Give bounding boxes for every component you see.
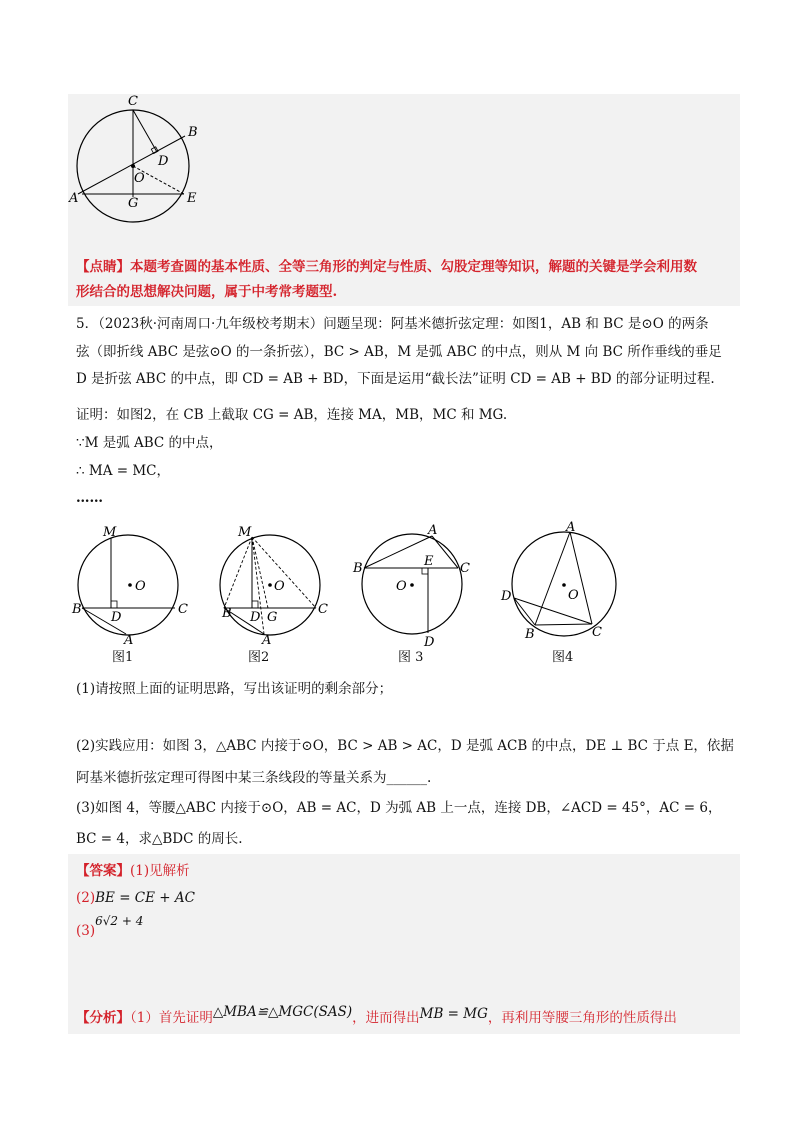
f4-label-d: D bbox=[501, 589, 512, 604]
answer-3-expr: 6√2 + 4 bbox=[95, 914, 144, 928]
answer-3-label: (3) bbox=[76, 923, 96, 939]
answer-1: (1)见解析 bbox=[130, 863, 190, 879]
problem-line5: ∵M 是弧 ABC 的中点， bbox=[76, 435, 223, 451]
question-2b: 阿基米德折弦定理可得图中某三条线段的等量关系为______. bbox=[76, 770, 432, 786]
f3-label-d: D bbox=[424, 635, 435, 650]
f1-label-o: O bbox=[135, 579, 146, 594]
label-g: G bbox=[128, 196, 139, 211]
f2-label-m: M bbox=[238, 525, 252, 540]
analysis-line bbox=[76, 1004, 677, 1028]
f3-label-o: O bbox=[396, 579, 407, 594]
caption-figure-4: 图4 bbox=[552, 650, 574, 665]
answer-2-label: (2) bbox=[76, 890, 96, 906]
analysis-expr-2: MB = MG bbox=[419, 1006, 488, 1022]
f1-label-a: A bbox=[124, 633, 134, 648]
f3-label-b: B bbox=[353, 561, 363, 576]
f1-label-d: D bbox=[111, 610, 122, 625]
question-3b: BC = 4，求△BDC 的周长. bbox=[76, 831, 243, 847]
f1-label-m: M bbox=[103, 525, 117, 540]
label-a: A bbox=[69, 191, 79, 206]
f2-label-g: G bbox=[267, 610, 278, 625]
f4-label-o: O bbox=[568, 588, 579, 603]
f2-label-d: D bbox=[250, 610, 261, 625]
question-1: (1)请按照上面的证明思路，写出该证明的剩余部分； bbox=[76, 681, 393, 697]
f3-label-e: E bbox=[424, 554, 434, 569]
problem-line3: D 是折弦 ABC 的中点，即 CD = AB + BD，下面是运用“截长法”证明 CD = AB + BD 的部分证明过程. bbox=[76, 371, 715, 387]
f1-label-c: C bbox=[178, 602, 188, 617]
analysis-text-2: ，进而得出 bbox=[352, 1010, 420, 1026]
answer-label: 【答案】 bbox=[76, 863, 130, 879]
figure-1 bbox=[68, 520, 198, 648]
f3-label-c: C bbox=[460, 561, 470, 576]
f3-label-a: A bbox=[428, 523, 438, 538]
label-d: D bbox=[158, 154, 169, 169]
figure-2 bbox=[222, 520, 354, 648]
problem-ellipsis: …… bbox=[76, 490, 103, 506]
analysis-text-1: （1）首先证明 bbox=[130, 1010, 213, 1026]
problem-line2: 弦（即折线 ABC 是弦⊙O 的一条折弦），BC > AB，M 是弧 ABC 的中点，则从 M 向 BC 所作垂线的垂足 bbox=[76, 344, 722, 360]
caption-figure-2: 图2 bbox=[248, 650, 270, 665]
analysis-label: 【分析】 bbox=[76, 1010, 130, 1026]
answer-block bbox=[68, 854, 740, 1034]
dianjing-line2: 形结合的思想解决问题，属于中考常考题型. bbox=[76, 284, 338, 300]
problem-line4: 证明：如图2，在 CB 上截取 CG = AB，连接 MA，MB，MC 和 MG. bbox=[76, 407, 508, 423]
f4-label-a: A bbox=[566, 520, 576, 535]
caption-figure-3: 图 3 bbox=[398, 650, 424, 665]
answer-2-expr: BE = CE + AC bbox=[95, 890, 195, 906]
f2-label-o: O bbox=[274, 579, 285, 594]
answer-line2 bbox=[76, 888, 195, 908]
label-c: C bbox=[128, 94, 138, 109]
question-3a: (3)如图 4，等腰△ABC 内接于⊙O，AB = AC，D 为弧 AB 上一点，连接 DB，∠ACD = 45°，AC = 6， bbox=[76, 800, 722, 816]
seg-cd bbox=[133, 110, 157, 152]
analysis-expr-1: △MBA≌△MGC(SAS) bbox=[212, 1004, 353, 1020]
f4-label-b: B bbox=[525, 627, 535, 642]
problem-line6: ∴ MA = MC， bbox=[76, 463, 170, 479]
figure-3 bbox=[350, 522, 480, 650]
figure-4 bbox=[498, 522, 628, 647]
question-2a: (2)实践应用：如图 3，△ABC 内接于⊙O，BC > AB > AC，D 是弧 ACB 的中点，DE ⊥ BC 于点 E，依据 bbox=[76, 738, 734, 754]
f1-label-b: B bbox=[72, 602, 82, 617]
label-e: E bbox=[187, 191, 197, 206]
dianjing-line1: 【点睛】本题考查圆的基本性质、全等三角形的判定与性质、勾股定理等知识，解题的关键是学会利用数 bbox=[76, 259, 697, 275]
answer-line3 bbox=[76, 914, 144, 941]
answer-line1 bbox=[76, 861, 190, 881]
problem-line1: 5．（2023秋·河南周口·九年级校考期末）问题呈现：阿基米德折弦定理：如图1，AB 和 BC 是⊙O 的两条 bbox=[76, 316, 709, 332]
f4-label-c: C bbox=[592, 625, 602, 640]
f2-label-b: B bbox=[222, 606, 232, 621]
label-o: O bbox=[134, 171, 145, 186]
f2-label-a: A bbox=[262, 633, 272, 648]
center-dot bbox=[131, 164, 135, 168]
top-circle-figure bbox=[68, 92, 218, 224]
analysis-text-3: ，再利用等腰三角形的性质得出 bbox=[487, 1010, 677, 1026]
caption-figure-1: 图1 bbox=[112, 650, 134, 665]
label-b: B bbox=[188, 125, 198, 140]
f2-label-c: C bbox=[318, 602, 328, 617]
